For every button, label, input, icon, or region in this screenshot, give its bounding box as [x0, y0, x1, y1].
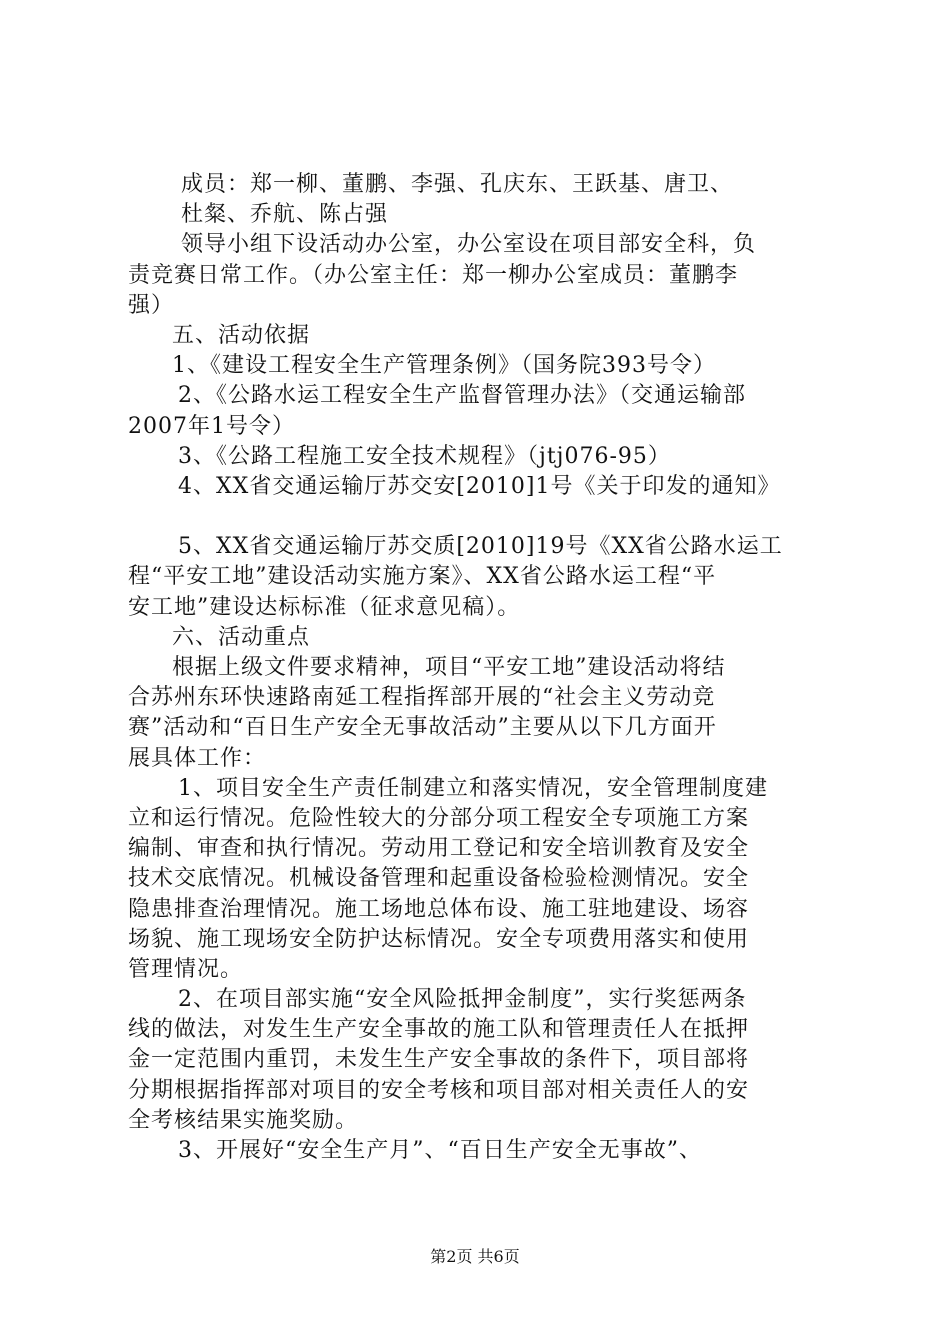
text-line: 隐患排查治理情况。施工场地总体布设、施工驻地建设、场容: [128, 896, 750, 922]
text-line: 2007年1号令）: [128, 413, 295, 439]
page-number-footer: 第2页 共6页: [430, 1247, 520, 1266]
section-heading: 五、活动依据: [172, 322, 311, 348]
text-line: 责竞赛日常工作。（办公室主任：郑一柳办公室成员：董鹏李: [128, 262, 739, 288]
section-heading: 六、活动重点: [172, 624, 311, 650]
text-line: 分期根据指挥部对项目的安全考核和项目部对相关责任人的安: [128, 1077, 750, 1103]
text-line: 5、XX省交通运输厅苏交质[2010]19号《XX省公路水运工: [178, 534, 783, 560]
text-line: 展具体工作：: [128, 745, 267, 771]
text-line: 3、开展好“安全生产月”、“百日生产安全无事故”、: [178, 1138, 702, 1163]
text-line: 成员：郑一柳、董鹏、李强、孔庆东、王跃基、唐卫、: [181, 172, 734, 197]
text-line: 4、XX省交通运输厅苏交安[2010]1号《关于印发的通知》: [178, 473, 781, 499]
text-line: 1、项目安全生产责任制建立和落实情况，安全管理制度建: [178, 775, 768, 801]
text-line: 编制、审查和执行情况。劳动用工登记和安全培训教育及安全: [128, 836, 750, 862]
text-line: 立和运行情况。危险性较大的分部分项工程安全专项施工方案: [128, 805, 750, 831]
text-line: 管理情况。: [128, 956, 244, 982]
text-line: 合苏州东环快速路南延工程指挥部开展的“社会主义劳动竞: [128, 685, 716, 711]
text-line: 根据上级文件要求精神，项目“平安工地”建设活动将结: [172, 655, 726, 680]
text-line: 程“平安工地”建设活动实施方案》、XX省公路水运工程“平: [128, 564, 717, 590]
text-line: 3、《公路工程施工安全技术规程》（jtj076-95）: [178, 443, 671, 469]
text-line: 线的做法，对发生生产安全事故的施工队和管理责任人在抵押: [128, 1017, 750, 1043]
text-line: 领导小组下设活动办公室，办公室设在项目部安全科，负: [181, 232, 757, 258]
text-line: 杜粲、乔航、陈占强: [181, 202, 389, 228]
text-line: 安工地”建设达标标准（征求意见稿）。: [128, 594, 521, 620]
text-line: 2、在项目部实施“安全风险抵押金制度”，实行奖惩两条: [178, 987, 747, 1013]
text-line: 2、《公路水运工程安全生产监督管理办法》（交通运输部: [178, 383, 746, 409]
text-line: 金一定范围内重罚，未发生生产安全事故的条件下，项目部将: [128, 1047, 750, 1073]
text-line: 1、《建设工程安全生产管理条例》（国务院393号令）: [172, 353, 716, 379]
text-line: 赛”活动和“百日生产安全无事故活动”主要从以下几方面开: [128, 715, 717, 741]
text-line: 技术交底情况。机械设备管理和起重设备检验检测情况。安全: [128, 866, 750, 892]
document-body: [128, 170, 828, 1166]
text-line: 全考核结果实施奖励。: [128, 1107, 359, 1133]
text-line: 场貌、施工现场安全防护达标情况。安全专项费用落实和使用: [128, 926, 750, 952]
blank-line: [128, 502, 828, 532]
text-line: 强）: [128, 292, 175, 318]
